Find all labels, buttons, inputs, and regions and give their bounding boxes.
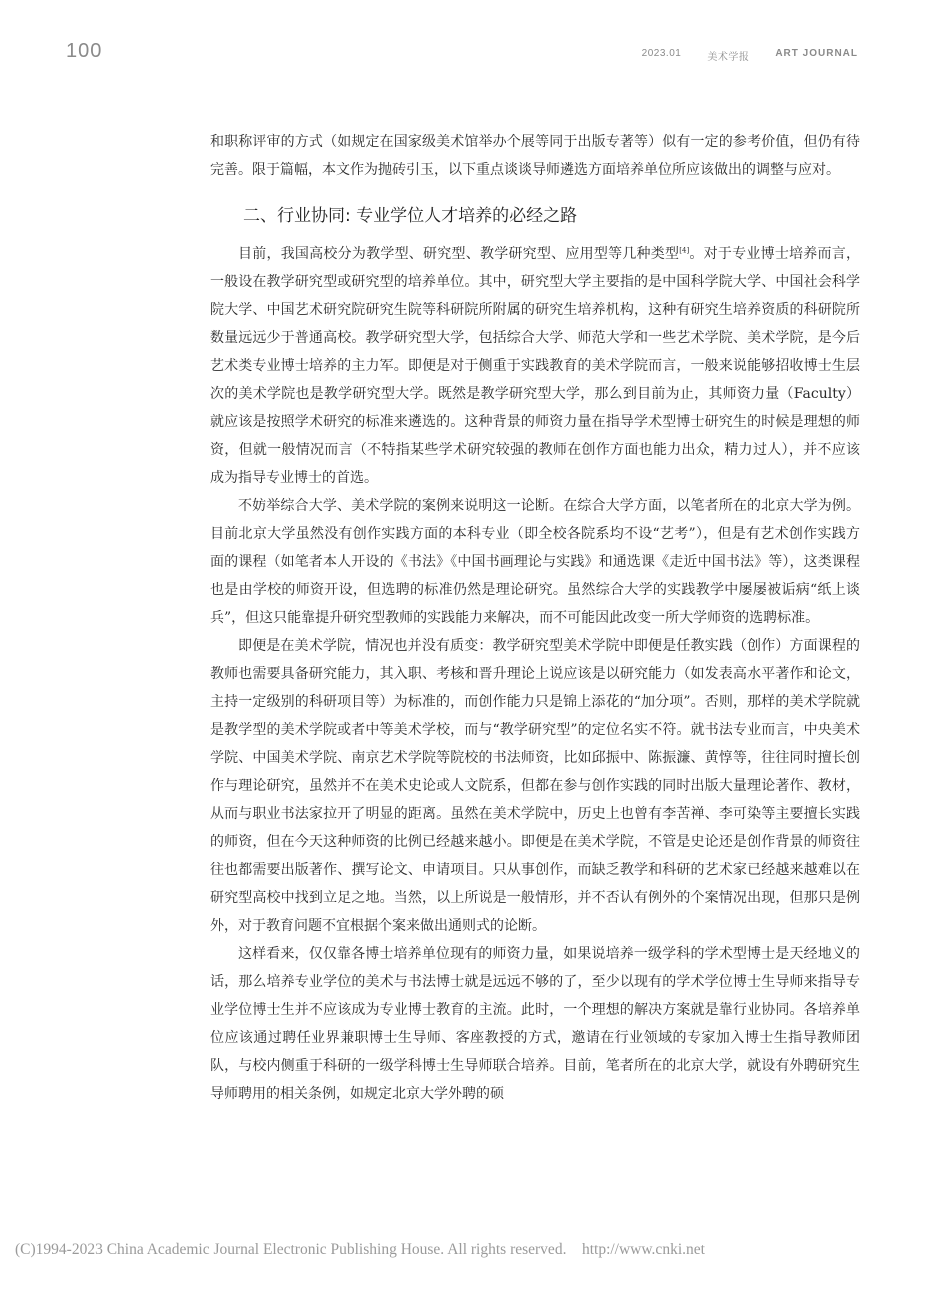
running-header	[642, 48, 858, 63]
copyright-text: (C)1994-2023 China Academic Journal Electronic Publishing House. All rights reserved.	[15, 1241, 567, 1258]
issue-date: 2023.01	[641, 48, 682, 59]
paragraph-1-text-b: 。对于专业博士培养而言，一般设在教学研究型或研究型的培养单位。其中，研究型大学主要指的是中国科学院大学、中国社会科学院大学、中国艺术研究院研究生院等科研院所附属的研究生培养机构，这种有研究生培养资质的科研院所数量远远少于普通高校。教学研究型大学，包括综合大学、师范大学和一些艺术学院、美术学院，是今后艺术类专业博士培养的主力军。即便是对于侧重于实践教育的美术学院而言，一般来说能够招收博士生层次的美术学院也是教学研究型大学。既然是教学研究型大学，那么到目前为止，其师资力量（Faculty）就应该是按照学术研究的标准来遴选的。这种背景的师资力量在指导学术型博士研究生的时候是理想的师资，但就一般情况而言（不特指某些学术研究较强的教师在创作方面也能力出众，精力过人），并不应该成为指导专业博士的首选。	[210, 246, 860, 486]
copyright-footer	[15, 1241, 935, 1259]
article-body	[210, 128, 860, 1108]
intro-paragraph: 和职称评审的方式（如规定在国家级美术馆举办个展等同于出版专著等）似有一定的参考价值，但仍有待完善。限于篇幅，本文作为抛砖引玉，以下重点谈谈导师遴选方面培养单位所应该做出的调整与应对。	[210, 134, 860, 178]
paragraph-2: 不妨举综合大学、美术学院的案例来说明这一论断。在综合大学方面，以笔者所在的北京大学为例。目前北京大学虽然没有创作实践方面的本科专业（即全校各院系均不设“艺考”），但是有艺术创作实践方面的课程（如笔者本人开设的《书法》《中国书画理论与实践》和通选课《走近中国书法》等），这类课程也是由学校的师资开设，但选聘的标准仍然是理论研究。虽然综合大学的实践教学中屡屡被诟病“纸上谈兵”，但这只能靠提升研究型教师的实践能力来解决，而不可能因此改变一所大学师资的选聘标准。	[210, 498, 860, 626]
cnki-url: http://www.cnki.net	[581, 1241, 705, 1258]
paragraph-1	[210, 240, 860, 492]
journal-name-cn: 美术学报	[707, 52, 750, 63]
reference-marker: [4]	[679, 246, 690, 255]
paragraph-3: 即便是在美术学院，情况也并没有质变：教学研究型美术学院中即便是任教实践（创作）方面课程的教师也需要具备研究能力，其入职、考核和晋升理论上说应该是以研究能力（如发表高水平著作和论文，主持一定级别的科研项目等）为标准的，而创作能力只是锦上添花的“加分项”。否则，那样的美术学院就是教学型的美术学院或者中等美术学校，而与“教学研究型”的定位名实不符。就书法专业而言，中央美术学院、中国美术学院、南京艺术学院等院校的书法师资，比如邱振中、陈振濂、黄惇等，往往同时擅长创作与理论研究，虽然并不在美术史论或人文院系，但都在参与创作实践的同时出版大量理论著作、教材，从而与职业书法家拉开了明显的距离。虽然在美术学院中，历史上也曾有李苦禅、李可染等主要擅长实践的师资，但在今天这种师资的比例已经越来越小。即便是在美术学院，不管是史论还是创作背景的师资往往也都需要出版著作、撰写论文、申请项目。只从事创作，而缺乏教学和科研的艺术家已经越来越难以在研究型高校中找到立足之地。当然，以上所说是一般情形，并不否认有例外的个案情况出现，但那只是例外，对于教育问题不宜根据个案来做出通则式的论断。	[210, 638, 860, 934]
paragraph-4: 这样看来，仅仅靠各博士培养单位现有的师资力量，如果说培养一级学科的学术型博士是天经地义的话，那么培养专业学位的美术与书法博士就是远远不够的了，至少以现有的学术学位博士生导师来指导专业学位博士生并不应该成为专业博士教育的主流。此时，一个理想的解决方案就是靠行业协同。各培养单位应该通过聘任业界兼职博士生导师、客座教授的方式，邀请在行业领域的专家加入博士生指导教师团队，与校内侧重于科研的一级学科博士生导师联合培养。目前，笔者所在的北京大学，就设有外聘研究生导师聘用的相关条例，如规定北京大学外聘的硕	[210, 946, 860, 1102]
paragraph-1-text-a: 目前，我国高校分为教学型、研究型、教学研究型、应用型等几种类型	[238, 246, 680, 262]
journal-name-en: ART JOURNAL	[775, 48, 858, 59]
page-number: 100	[66, 40, 103, 62]
section-heading: 二、行业协同: 专业学位人才培养的必经之路	[243, 206, 578, 226]
